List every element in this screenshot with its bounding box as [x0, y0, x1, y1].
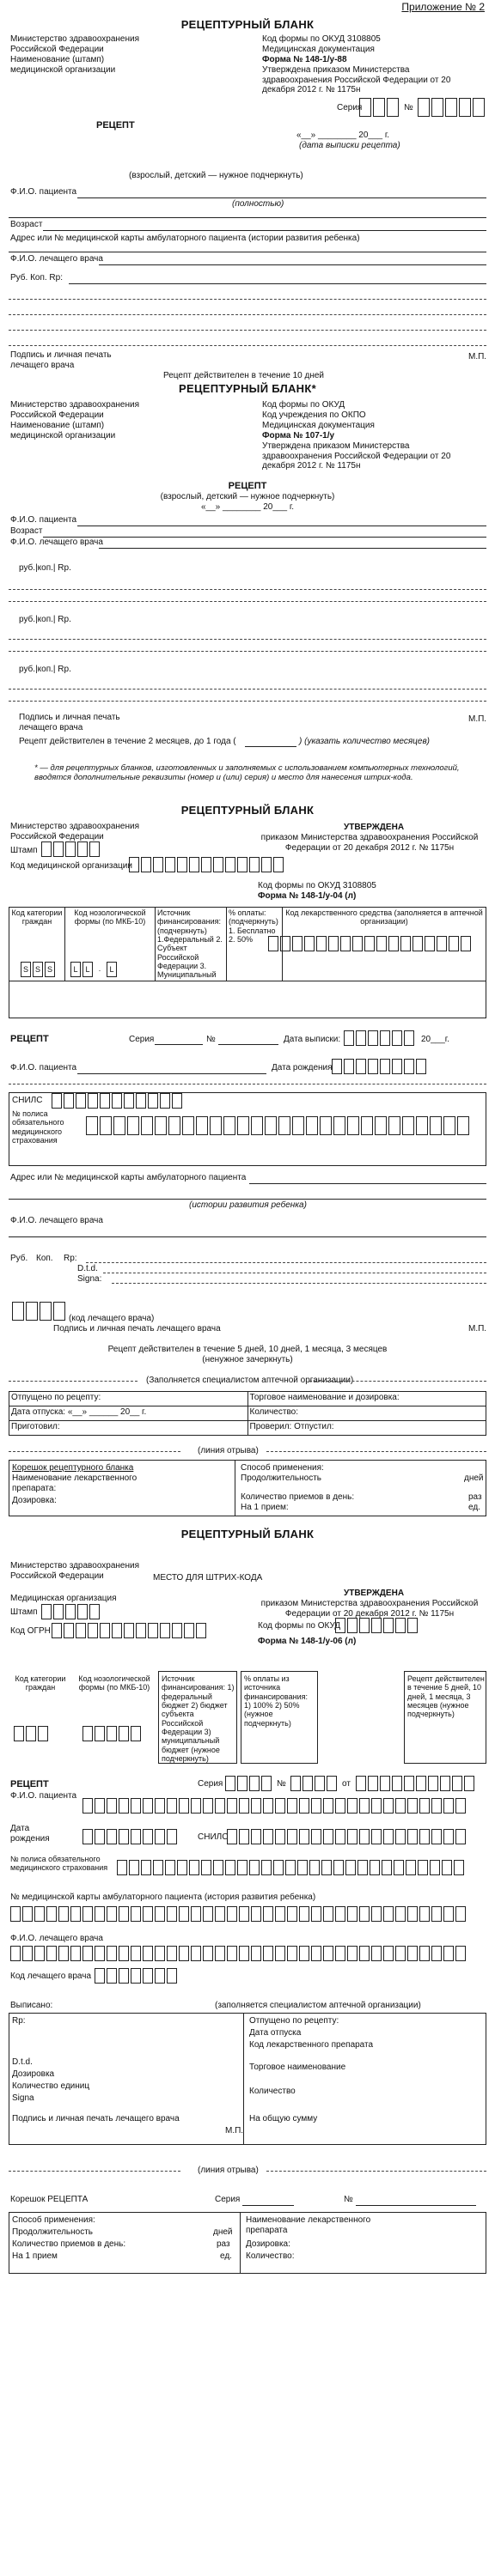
- form2-fio-label: Ф.И.О. пациента: [10, 515, 77, 525]
- form1-address-label: Адрес или № медицинской карты амбулаторного пациента (истории развития ребенка): [10, 234, 360, 243]
- form3-stub-raz: раз: [468, 1492, 482, 1502]
- form4-ogrn-label: Код ОГРН: [10, 1626, 51, 1636]
- form3-doctor-line[interactable]: [9, 1236, 486, 1237]
- form4-okud-cells[interactable]: [335, 1618, 419, 1633]
- form3-stub-qty: Количество приемов в день:: [241, 1492, 355, 1502]
- form3-th-payment: % оплаты: (подчеркнуть) 1. Бесплатно 2. 50%: [227, 908, 283, 981]
- form4-approved-caps: УТВЕРЖДЕНА: [344, 1589, 405, 1598]
- form1-approved: Утверждена приказом Министерства здравоохранения Российской Федерации от 20 декабря 2012 г. № 1175н: [262, 65, 451, 94]
- form4-fio-cells[interactable]: [82, 1798, 468, 1814]
- form3-cell[interactable]: L: [70, 962, 81, 977]
- form3-cut-left: [9, 1451, 180, 1452]
- form1-age-label: Возраст: [10, 220, 43, 229]
- form1-age-line[interactable]: [43, 230, 486, 231]
- form4-okud: Код формы по ОКУД: [258, 1621, 341, 1631]
- form3-cell[interactable]: .: [98, 964, 101, 973]
- form4-stub-days: дней: [213, 2227, 233, 2237]
- form1-doctor-label: Ф.И.О. лечащего врача: [10, 254, 103, 264]
- form4-dosage: Дозировка: [12, 2069, 55, 2079]
- form4-th-nosology: Код нозологической формы (по МКБ-10): [78, 1674, 150, 1692]
- form2-sign-label: Подпись и личная печать лечащего врача: [19, 713, 120, 732]
- form4-stub-dose: Дозировка:: [246, 2239, 290, 2249]
- form2-doc: Медицинская документация: [262, 421, 375, 430]
- form4-stub-qty: Количество приемов в день:: [12, 2239, 126, 2249]
- form4-series-cells[interactable]: [225, 1776, 273, 1791]
- form3-stub-days: дней: [464, 1473, 484, 1483]
- form3-quantity[interactable]: Количество:: [248, 1406, 486, 1421]
- form4-date-cells[interactable]: [356, 1776, 476, 1791]
- form3-pharm-caption: (Заполняется специалистом аптечной организации): [146, 1376, 354, 1385]
- form4-stub-num-line[interactable]: [356, 2205, 476, 2206]
- form4-released: Отпущено по рецепту:: [249, 2016, 339, 2026]
- form1-rp-line5[interactable]: [9, 345, 486, 346]
- form1-fio-line2[interactable]: [9, 217, 486, 218]
- form3-date-cells[interactable]: [344, 1030, 416, 1046]
- form3-address-label: Адрес или № медицинской карты амбулаторного пациента: [10, 1173, 247, 1182]
- form3-sign-label: Подпись и личная печать лечащего врача: [53, 1324, 221, 1334]
- form2-rp1-line-b[interactable]: [9, 601, 486, 602]
- form2-approved: Утверждена приказом Министерства здравоохранения Российской Федерации от 20 декабря 2012 г. № 1175н: [262, 441, 451, 471]
- form3-pharm-left-dash: [9, 1381, 138, 1382]
- form3-address-line[interactable]: [249, 1183, 486, 1184]
- form3-code-org-cells[interactable]: [129, 857, 285, 872]
- form4-doc-code-label: Код лечащего врача: [10, 1971, 92, 1981]
- form2-rub-3: руб.|коп.| Rp.: [19, 665, 71, 674]
- form1-rp-line1[interactable]: [69, 283, 486, 284]
- form2-rub-2: руб.|коп.| Rp.: [19, 615, 71, 624]
- form3-history-caption: (истории развития ребенка): [189, 1200, 307, 1210]
- form4-stub-title: Корешок РЕЦЕПТА: [10, 2195, 89, 2204]
- form3-polis-cells[interactable]: [86, 1116, 471, 1135]
- form2-date-line[interactable]: «__» ________ 20___ г.: [200, 502, 295, 512]
- form4-series-label: Серия: [198, 1779, 223, 1789]
- form4-doctor-cells[interactable]: [10, 1946, 468, 1961]
- form1-recipe-label: РЕЦЕПТ: [96, 120, 135, 131]
- form4-cut-left: [9, 2171, 180, 2172]
- form3-stamp-label: Штамп: [10, 846, 38, 855]
- form3-prepared[interactable]: Приготовил:: [9, 1421, 248, 1436]
- form1-form-no: Форма № 148-1/у-88: [262, 55, 347, 64]
- form3-birth-label: Дата рождения: [272, 1063, 333, 1072]
- form3-codes-frame: [9, 907, 486, 1018]
- form1-ministry: Министерство здравоохранения Российской Федерации: [10, 34, 139, 54]
- form4-barcode-label: МЕСТО ДЛЯ ШТРИХ-КОДА: [153, 1573, 263, 1583]
- form4-stub-raz: раз: [217, 2239, 230, 2249]
- form4-stub-num: №: [344, 2195, 353, 2204]
- form4-date-release: Дата отпуска: [249, 2028, 302, 2038]
- form1-series-label: Серия: [337, 103, 363, 112]
- form4-snils-cells[interactable]: [227, 1829, 468, 1844]
- form2-ministry: Министерство здравоохранения Российской Федерации: [10, 400, 139, 420]
- form3-num-line[interactable]: [218, 1044, 278, 1045]
- form1-rp-line4[interactable]: [9, 330, 486, 331]
- form4-th-source: Источник финансирования: 1) федеральный бюджет 2) бюджет субъекта Российской Федерации 3) муниципальный бюджет (нужное подчеркнуть): [162, 1674, 235, 1764]
- form3-fio-label: Ф.И.О. пациента: [10, 1063, 77, 1072]
- form4-qty-units: Количество единиц: [12, 2081, 90, 2091]
- form1-series-cells[interactable]: [359, 98, 400, 117]
- form2-valid-tail: ) (указать количество месяцев): [299, 737, 431, 746]
- form3-valid2: (ненужное зачеркнуть): [202, 1355, 293, 1364]
- form4-th-category: Код категории граждан: [15, 1674, 66, 1692]
- form3-valid: Рецепт действителен в течение 5 дней, 10 дней, 1 месяца, 3 месяцев: [107, 1345, 388, 1354]
- form4-title: РЕЦЕПТУРНЫЙ БЛАНК: [180, 1528, 315, 1540]
- form3-okud: Код формы по ОКУД 3108805: [258, 881, 376, 890]
- form4-stub-duration: Продолжительность: [12, 2227, 93, 2237]
- form3-cell[interactable]: S: [21, 962, 31, 977]
- form4-org-label: Медицинская организация: [10, 1594, 117, 1603]
- form3-rp: Rp:: [64, 1254, 77, 1263]
- form1-num-label: №: [404, 103, 413, 112]
- form2-doctor-line[interactable]: [99, 548, 486, 549]
- form4-category-cells[interactable]: [14, 1726, 50, 1741]
- form4-pharm-caption: (заполняется специалистом аптечной организации): [215, 2001, 421, 2010]
- form2-title: РЕЦЕПТУРНЫЙ БЛАНК*: [179, 382, 316, 395]
- form3-series-line[interactable]: [155, 1044, 203, 1045]
- form2-valid: Рецепт действителен в течение 2 месяцев, до 1 года (: [19, 737, 236, 746]
- form3-snils-cells[interactable]: [52, 1093, 184, 1109]
- form2-footnote: * — для рецептурных бланков, изготовленных и заполняемых с использованием компьютерных технологий, вводятся дополнительные реквизиты (номер и (или) серия) и место для нанесения штрих-кода.: [34, 763, 460, 782]
- form3-th-nosology: Код нозологической формы (по МКБ-10): [65, 908, 156, 981]
- form4-polis-label: № полиса обязательного медицинского страхования: [10, 1855, 108, 1873]
- form1-date-line[interactable]: «__» ________ 20___ г.: [296, 131, 390, 140]
- form2-rp1-line-a[interactable]: [9, 589, 486, 590]
- form4-card-label: № медицинской карты амбулаторного пациента (история развития ребенка): [10, 1893, 316, 1902]
- form4-stamp-cells[interactable]: [41, 1604, 101, 1619]
- form3-stub-title: Корешок рецептурного бланка: [12, 1463, 134, 1473]
- form1-valid: Рецепт действителен в течение 10 дней: [163, 371, 325, 380]
- form3-form-no: Форма № 148-1/у-04 (л): [258, 891, 357, 901]
- form3-doctor-code-cells[interactable]: [12, 1302, 67, 1321]
- form3-released[interactable]: Отпущено по рецепту:: [9, 1392, 248, 1406]
- form3-date-release[interactable]: Дата отпуска: «__» ______ 20__ г.: [9, 1406, 248, 1421]
- form4-fio-label: Ф.И.О. пациента: [10, 1791, 77, 1801]
- form3-stub-one: На 1 прием:: [241, 1503, 289, 1512]
- form1-sign-label: Подпись и личная печать лечащего врача: [10, 350, 112, 370]
- form4-form-no: Форма № 148-1/у-06 (л): [258, 1637, 357, 1646]
- form2-rp3-line-a[interactable]: [9, 689, 486, 690]
- form1-rp-label: Руб. Коп. Rp:: [10, 273, 63, 283]
- form2-rub-1: руб.|коп.| Rp.: [19, 563, 71, 573]
- form4-mp: М.П.: [225, 2126, 244, 2136]
- form3-cell[interactable]: S: [45, 962, 55, 977]
- form3-date-issue: Дата выписки:: [284, 1035, 341, 1044]
- form1-mp: М.П.: [468, 352, 487, 361]
- form3-th-drug-code: Код лекарственного средства (заполняется в аптечной организации): [283, 908, 486, 981]
- form3-stub-drug: Наименование лекарственного препарата:: [12, 1473, 138, 1493]
- form4-birth-label: Дата рождения: [10, 1824, 50, 1844]
- form3-stub-dose: Дозировка:: [12, 1496, 57, 1505]
- form3-checked[interactable]: Проверил: Отпустил:: [248, 1421, 486, 1436]
- form4-doctor-label: Ф.И.О. лечащего врача: [10, 1934, 103, 1943]
- form3-trade-dose[interactable]: Торговое наименование и дозировка:: [248, 1392, 486, 1406]
- form3-stub-ed: ед.: [468, 1503, 480, 1512]
- form1-okud: Код формы по ОКУД 3108805: [262, 34, 381, 44]
- form3-doctor-label: Ф.И.О. лечащего врача: [10, 1216, 103, 1225]
- form2-form-no: Форма № 107-1/у: [262, 431, 335, 440]
- form2-age-label: Возраст: [10, 526, 43, 536]
- form4-sign-label: Подпись и личная печать лечащего врача: [12, 2114, 180, 2123]
- form4-rp: Rp:: [12, 2016, 26, 2026]
- form1-number-cells[interactable]: [418, 98, 486, 117]
- form4-pack: Количество: [249, 2087, 296, 2096]
- form3-cell[interactable]: L: [82, 962, 93, 977]
- form2-doctor-label: Ф.И.О. лечащего врача: [10, 538, 103, 547]
- form4-stub-drug: Наименование лекарственного препарата: [246, 2215, 371, 2235]
- form1-fio-label: Ф.И.О. пациента: [10, 187, 77, 197]
- form3-doc-code-caption: (код лечащего врача): [69, 1314, 155, 1323]
- form3-approved: приказом Министерства здравоохранения Российской Федерации от 20 декабря 2012 г. № 1175н: [260, 833, 479, 853]
- form2-okpo: Код учреждения по ОКПО: [262, 410, 366, 420]
- form4-stub-method: Способ применения:: [12, 2215, 95, 2225]
- form1-doctor-line[interactable]: [99, 264, 486, 265]
- form4-stub-ed: ед.: [220, 2251, 232, 2261]
- form3-cut-label: (линия отрыва): [198, 1446, 259, 1455]
- form3-mp: М.П.: [468, 1324, 487, 1334]
- form3-kop: Коп.: [36, 1254, 53, 1263]
- form4-snils-label: СНИЛС: [198, 1832, 229, 1842]
- annex-label: Приложение № 2: [401, 1, 485, 13]
- form4-stub-series: Серия: [215, 2195, 241, 2204]
- form4-cut-label: (линия отрыва): [198, 2166, 259, 2175]
- form4-nosology-cells[interactable]: [82, 1726, 143, 1741]
- form4-th-payment: % оплаты из источника финансирования: 1) 100% 2) 50% (нужное подчеркнуть): [244, 1674, 308, 1728]
- form4-recipe-label: РЕЦЕПТ: [10, 1779, 49, 1789]
- form4-ministry: Министерство здравоохранения Российской Федерации: [10, 1561, 139, 1581]
- form3-cell[interactable]: S: [33, 962, 43, 977]
- form1-adult-child: (взрослый, детский — нужное подчеркнуть): [129, 171, 303, 180]
- form1-rp-line3[interactable]: [9, 314, 486, 315]
- form2-org-name: Наименование (штамп) медицинской организации: [10, 421, 116, 440]
- form4-issued-label: Выписано:: [10, 2001, 53, 2010]
- form4-polis-cells[interactable]: [117, 1860, 466, 1875]
- form2-age-line[interactable]: [43, 537, 486, 538]
- form2-rp2-line-a[interactable]: [9, 639, 486, 640]
- form3-cut-right: [266, 1451, 486, 1452]
- form3-rp-line1[interactable]: [86, 1262, 486, 1263]
- form4-stub-qty2: Количество:: [246, 2251, 295, 2261]
- form3-ministry: Министерство здравоохранения Российской Федерации: [10, 822, 139, 841]
- form3-polis-label: № полиса обязательного медицинского страхования: [12, 1109, 64, 1145]
- form4-ogrn-cells[interactable]: [52, 1623, 208, 1638]
- form4-dtd: D.t.d.: [12, 2057, 33, 2067]
- form3-approved-caps: УТВЕРЖДЕНА: [344, 823, 405, 832]
- form4-card-cells[interactable]: [10, 1906, 468, 1922]
- form4-trade-code: Код лекарственного препарата: [249, 2040, 374, 2050]
- form4-birth-cells[interactable]: [82, 1829, 179, 1844]
- form2-rp2-line-b[interactable]: [9, 651, 486, 652]
- form2-months-line[interactable]: [245, 746, 296, 747]
- form3-stub-duration: Продолжительность: [241, 1473, 321, 1483]
- form2-adult-child: (взрослый, детский — нужное подчеркнуть): [160, 492, 335, 501]
- form4-stamp-label: Штамп: [10, 1607, 38, 1617]
- form4-th-validity: Рецепт действителен в течение 5 дней, 10 дней, 1 месяца, 3 месяцев (нужное подчеркнуть): [407, 1674, 485, 1719]
- form3-birth-cells[interactable]: [332, 1059, 428, 1074]
- form4-total: На общую сумму: [249, 2114, 318, 2123]
- form4-signa: Signa: [12, 2093, 34, 2103]
- form3-num-label: №: [206, 1035, 216, 1044]
- form3-signa: Signa:: [77, 1274, 102, 1284]
- form1-doc: Медицинская документация: [262, 45, 375, 54]
- form1-org-name: Наименование (штамп) медицинской организации: [10, 55, 116, 75]
- form3-series-label: Серия: [129, 1035, 155, 1044]
- form4-cut-right: [266, 2171, 486, 2172]
- form4-doc-code-cells[interactable]: [95, 1968, 179, 1984]
- form3-stub-method: Способ применения:: [241, 1463, 324, 1473]
- form2-recipe-label: РЕЦЕПТ: [228, 481, 267, 491]
- form3-recipe-label: РЕЦЕПТ: [10, 1034, 49, 1044]
- form1-fio-line[interactable]: [77, 197, 486, 198]
- form3-dtd: D.t.d.: [77, 1264, 98, 1273]
- form1-rp-line2[interactable]: [9, 299, 486, 300]
- form1-full-caption: (полностью): [232, 199, 284, 209]
- form3-year: 20___г.: [421, 1035, 450, 1044]
- form2-okud: Код формы по ОКУД: [262, 400, 345, 410]
- form4-trade-name: Торговое наименование: [249, 2063, 346, 2072]
- form3-code-org: Код медицинской организации: [10, 861, 132, 871]
- form3-fio-line[interactable]: [77, 1073, 266, 1074]
- form4-stub-one: На 1 прием: [12, 2251, 58, 2261]
- form3-address-line2[interactable]: [9, 1199, 486, 1200]
- form3-stamp-cells[interactable]: [41, 841, 101, 857]
- form4-num-cells[interactable]: [290, 1776, 339, 1791]
- form3-th-category: Код категории граждан: [9, 908, 65, 981]
- form4-stub-series-line[interactable]: [242, 2205, 294, 2206]
- form3-snils-label: СНИЛС: [12, 1096, 43, 1105]
- form3-pharm-table: [9, 1391, 486, 1436]
- form3-rp-line3[interactable]: [112, 1283, 486, 1284]
- form2-mp: М.П.: [468, 714, 487, 724]
- form3-rub: Руб.: [10, 1254, 28, 1263]
- form4-approved: приказом Министерства здравоохранения Российской Федерации от 20 декабря 2012 г. № 1175н: [260, 1599, 479, 1619]
- form4-ot-label: от: [342, 1779, 351, 1789]
- form2-rp3-line-b[interactable]: [9, 701, 486, 702]
- form3-title: РЕЦЕПТУРНЫЙ БЛАНК: [180, 804, 315, 817]
- form1-title: РЕЦЕПТУРНЫЙ БЛАНК: [180, 18, 315, 31]
- form3-th-source: Источник финансирования: (подчеркнуть) 1.Федеральный 2. Субъект Российской Федерации 3. Муниципальный: [156, 908, 227, 981]
- form3-cell[interactable]: L: [107, 962, 117, 977]
- form3-pharm-right-dash: [309, 1381, 486, 1382]
- form1-date-caption: (дата выписки рецепта): [299, 141, 400, 150]
- form4-num-label: №: [277, 1779, 286, 1789]
